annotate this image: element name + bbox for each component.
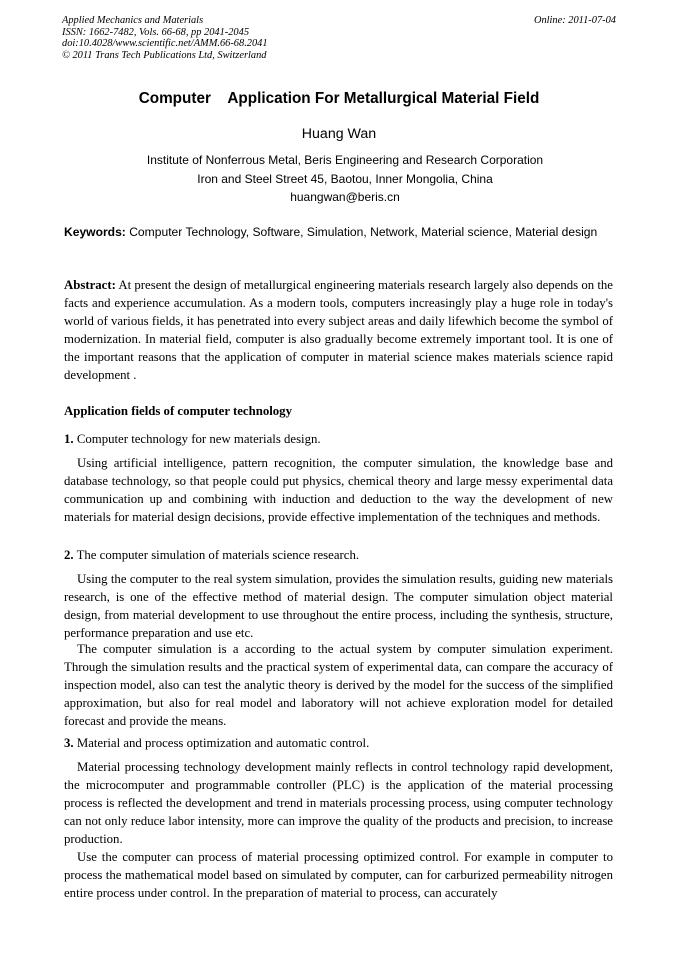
keywords	[64, 223, 613, 241]
section-heading: Application fields of computer technology	[64, 404, 292, 418]
keywords-text: Computer Technology, Software, Simulation, Network, Material science, Material design	[129, 225, 598, 239]
item-1-number: 1.	[64, 432, 74, 446]
item-3-paragraph-2: Use the computer can process of material processing optimized control. For example in computer to process the mathematical model based on simulated by computer, can for carburized permeability nitrogen entire process under control. In the preparation of material to process, can accurately	[64, 850, 613, 901]
online-date: Online: 2011-07-04	[533, 15, 616, 26]
abstract	[64, 276, 613, 385]
author-email: huangwan@beris.cn	[290, 190, 400, 204]
item-2-paragraph-1: Using the computer to the real system simulation, provides the simulation results, guiding new materials research, is one of the effective method of material design. The computer simulation object material design, from material development to use throughout the entire process, including the synthesis, structure, performance preparation and use etc.	[64, 572, 613, 641]
item-1-paragraph-1: Using artificial intelligence, pattern recognition, the computer simulation, the knowledge base and database technology, so that people could put physics, chemical theory and large messy experimental data communication up and combining with induction and deduction to the way the development of new materials for material design decisions, provide effective implementation of the techniques and methods.	[64, 456, 613, 525]
doi-line: doi:10.4028/www.scientific.net/AMM.66-68.2041	[62, 38, 268, 49]
issn-line: ISSN: 1662-7482, Vols. 66-68, pp 2041-2045	[62, 26, 250, 38]
item-3-title-text: Material and process optimization and automatic control.	[76, 736, 370, 750]
item-3-paragraph-1: Material processing technology development mainly reflects in control technology rapid development, the microcomputer and programmable controller (PLC) is the application of the material processing process is reflected the development and trend in materials processing process, using computer technology can not only reduce labor intensity, more can improve the quality of the products and precision, to increase production.	[64, 760, 613, 847]
copyright-line: © 2011 Trans Tech Publications Ltd, Switzerland	[62, 49, 267, 61]
keywords-label: Keywords:	[64, 225, 126, 239]
author-name: Huang Wan	[301, 126, 377, 142]
item-1-title	[64, 432, 321, 447]
item-3-title	[64, 736, 369, 751]
affiliation-line-2: Iron and Steel Street 45, Baotou, Inner Mongolia, China	[197, 172, 493, 186]
item-2-number: 2.	[64, 548, 74, 562]
affiliation-line-1: Institute of Nonferrous Metal, Beris Engineering and Research Corporation	[146, 153, 544, 167]
item-3-number: 3.	[64, 736, 74, 750]
journal-header	[62, 15, 616, 61]
item-2-title-text: The computer simulation of materials science research.	[76, 548, 360, 562]
journal-name: Applied Mechanics and Materials	[62, 15, 204, 26]
item-2-paragraph-2: The computer simulation is a according to the actual system by computer simulation experiment. Through the simulation results and the practical system of experimental data, can compare the accuracy of inspection model, also can test the analytic theory is derived by the model for the success of the simplified approximation, but also for real model and laboratory will not achieve exploration model for detailed forecast and provide the means.	[64, 642, 613, 729]
item-2-title	[64, 548, 359, 563]
item-1-title-text: Computer technology for new materials design.	[76, 432, 321, 446]
paper-title: Computer Application For Metallurgical Material Field	[138, 90, 540, 107]
abstract-label: Abstract:	[64, 278, 116, 292]
abstract-text: At present the design of metallurgical engineering materials research largely also depends on the facts and experience accumulation. As a modern tools, computers increasingly play a huge role in today's world of various fields, it has penetrated into every subject areas and daily lifewhich become the symbol of modernization. In material field, computer is also gradually become extremely important tool. It is one of the important reasons that the application of computer in material science makes materials science rapid development .	[64, 278, 613, 383]
